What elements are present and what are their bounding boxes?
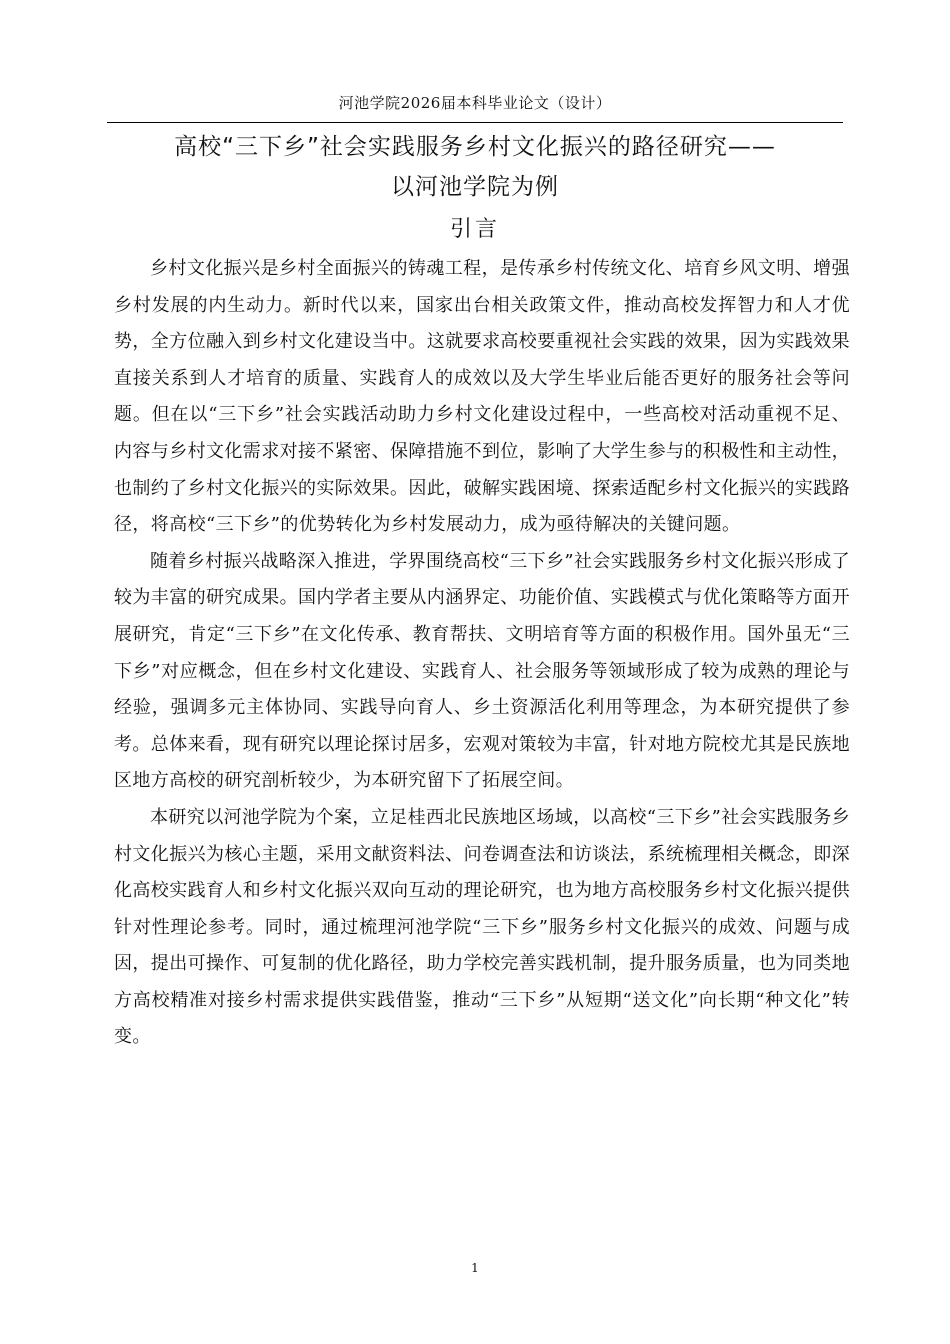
body-text: [114, 251, 850, 1056]
paragraph-3: 本研究以河池学院为个案，立足桂西北民族地区场域，以高校“三下乡”社会实践服务乡村文化振兴为核心主题，采用文献资料法、问卷调查法和访谈法，系统梳理相关概念，即深化高校实践育人和乡村文化振兴双向互动的理论研究，也为地方高校服务乡村文化振兴提供针对性理论参考。同时，通过梳理河池学院“三下乡”服务乡村文化振兴的成效、问题与成因，提出可操作、可复制的优化路径，助力学校完善实践机制，提升服务质量，也为同类地方高校精准对接乡村需求提供实践借鉴，推动“三下乡”从短期“送文化”向长期“种文化”转变。: [114, 806, 851, 1048]
section-heading-introduction: 引言: [449, 217, 500, 242]
thesis-title-line-1: 高校“三下乡”社会实践服务乡村文化振兴的路径研究——: [174, 134, 776, 160]
thesis-title-line-2: 以河池学院为例: [391, 174, 559, 200]
paragraph-2: 随着乡村振兴战略深入推进，学界围绕高校“三下乡”社会实践服务乡村文化振兴形成了较为丰富的研究成果。国内学者主要从内涵界定、功能价值、实践模式与优化策略等方面开展研究，肯定“三下乡”在文化传承、教育帮扶、文明培育等方面的积极作用。国外虽无“三下乡”对应概念，但在乡村文化建设、实践育人、社会服务等领域形成了较为成熟的理论与经验，强调多元主体协同、实践导向育人、乡土资源活化利用等理念，为本研究提供了参考。总体来看，现有研究以理论探讨居多，宏观对策较为丰富，针对地方院校尤其是民族地区地方高校的研究剖析较少，为本研究留下了拓展空间。: [114, 550, 851, 792]
header-rule: [107, 122, 843, 123]
paragraph-1: 乡村文化振兴是乡村全面振兴的铸魂工程，是传承乡村传统文化、培育乡风文明、增强乡村发展的内生动力。新时代以来，国家出台相关政策文件，推动高校发挥智力和人才优势，全方位融入到乡村文化建设当中。这就要求高校要重视社会实践的效果，因为实践效果直接关系到人才培育的质量、实践育人的成效以及大学生毕业后能否更好的服务社会等问题。但在以“三下乡”社会实践活动助力乡村文化建设过程中，一些高校对活动重视不足、内容与乡村文化需求对接不紧密、保障措施不到位，影响了大学生参与的积极性和主动性，也制约了乡村文化振兴的实际效果。因此，破解实践困境、探索适配乡村文化振兴的实践路径，将高校“三下乡”的优势转化为乡村发展动力，成为亟待解决的关键问题。: [114, 258, 850, 536]
running-header: 河池学院2026届本科毕业论文（设计）: [338, 94, 612, 112]
page-number: 1: [471, 1261, 479, 1275]
